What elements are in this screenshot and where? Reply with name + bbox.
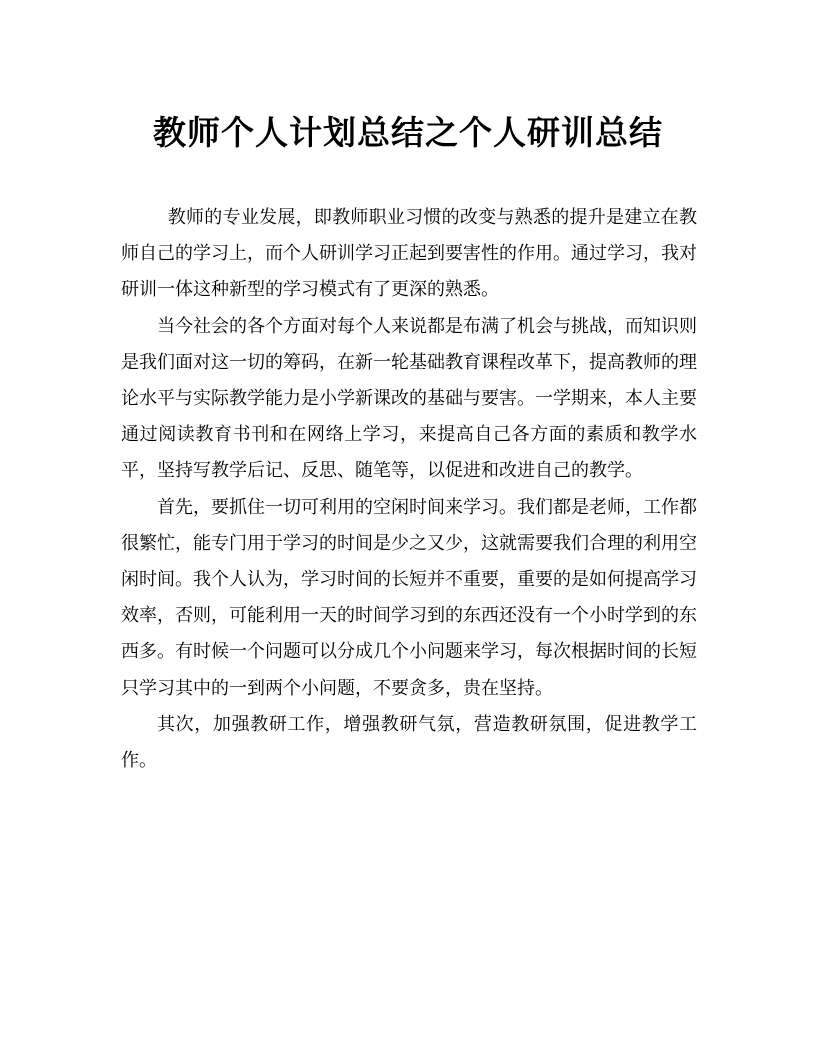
paragraph-1: 教师的专业发展，即教师职业习惯的改变与熟悉的提升是建立在教师自己的学习上，而个人研训学习正起到要害性的作用。通过学习，我对研训一体这种新型的学习模式有了更深的熟悉。 [121,207,697,301]
paragraph-4: 其次，加强教研工作，增强教研气氛，营造教研氛围，促进教学工作。 [121,713,697,772]
paragraph-3: 首先，要抓住一切可利用的空闲时间来学习。我们都是老师，工作都很繁忙，能专门用于学习的时间是少之又少，这就需要我们合理的利用空闲时间。我个人认为，学习时间的长短并不重要，重要的是如何提高学习效率，否则，可能利用一天的时间学习到的东西还没有一个小时学到的东西多。有时候一个问题可以分成几个小问题来学习，每次根据时间的长短只学习其中的一到两个小问题，不要贪多，贵在坚持。 [121,496,697,699]
document-body [121,200,697,779]
document-title: 教师个人计划总结之个人研训总结 [153,113,663,152]
paragraph-2: 当今社会的各个方面对每个人来说都是布满了机会与挑战，而知识则是我们面对这一切的筹码，在新一轮基础教育课程改革下，提高教师的理论水平与实际教学能力是小学新课改的基础与要害。一学期来，本人主要通过阅读教育书刊和在网络上学习，来提高自己各方面的素质和教学水平，坚持写教学后记、反思、随笔等，以促进和改进自己的教学。 [121,315,697,482]
